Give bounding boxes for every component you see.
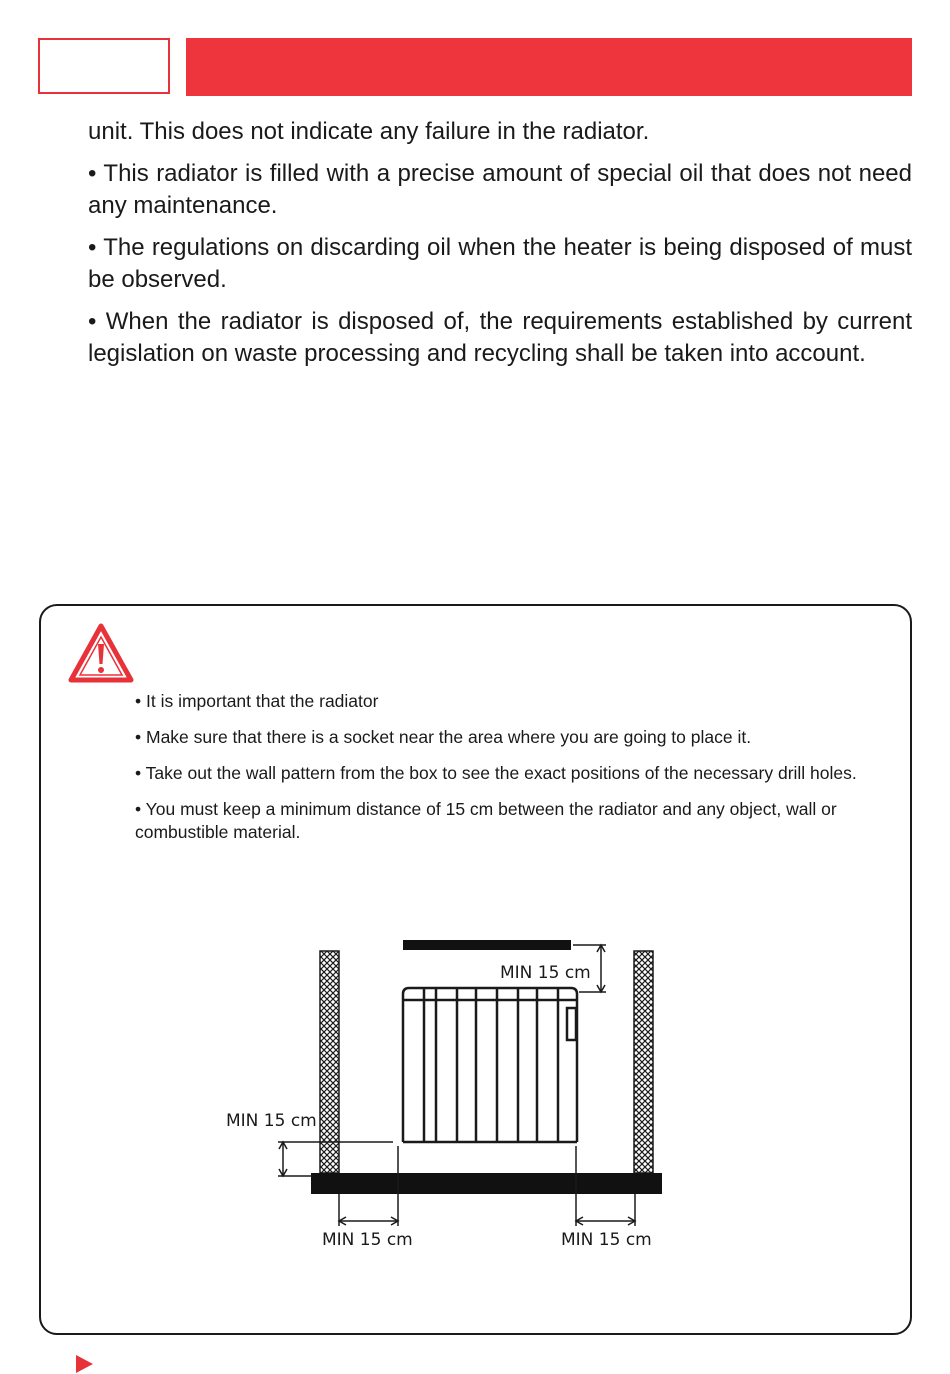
floor-clearance-label: MIN 15 cm (226, 1111, 317, 1131)
right-wall (634, 951, 653, 1173)
radiator (403, 988, 577, 1142)
warning-item: • Take out the wall pattern from the box to see the exact positions of the necessary drill holes. (135, 763, 857, 783)
body-paragraph: • This radiator is filled with a precise amount of special oil that does not need any maintenance. (88, 160, 912, 219)
left-wall (320, 951, 339, 1173)
body-paragraph: unit. This does not indicate any failure in the radiator. (88, 118, 650, 145)
body-paragraph: • When the radiator is disposed of, the requirements established by current legislation on waste processing and recycling shall be taken into account. (88, 308, 912, 367)
floor (311, 1173, 662, 1194)
body-paragraph: • The regulations on discarding oil when the heater is being disposed of must be observed. (88, 234, 912, 293)
warning-item: • You must keep a minimum distance of 15 cm between the radiator and any object, wall or combustible material. (135, 799, 837, 842)
left-clearance-label: MIN 15 cm (322, 1230, 413, 1250)
warning-item: • Make sure that there is a socket near the area where you are going to place it. (135, 727, 752, 747)
top-clearance-label: MIN 15 cm (500, 963, 591, 983)
page-arrow-icon (76, 1355, 94, 1373)
shelf (403, 940, 571, 950)
warning-item: • It is important that the radiator (135, 691, 379, 711)
right-clearance-label: MIN 15 cm (561, 1230, 652, 1250)
